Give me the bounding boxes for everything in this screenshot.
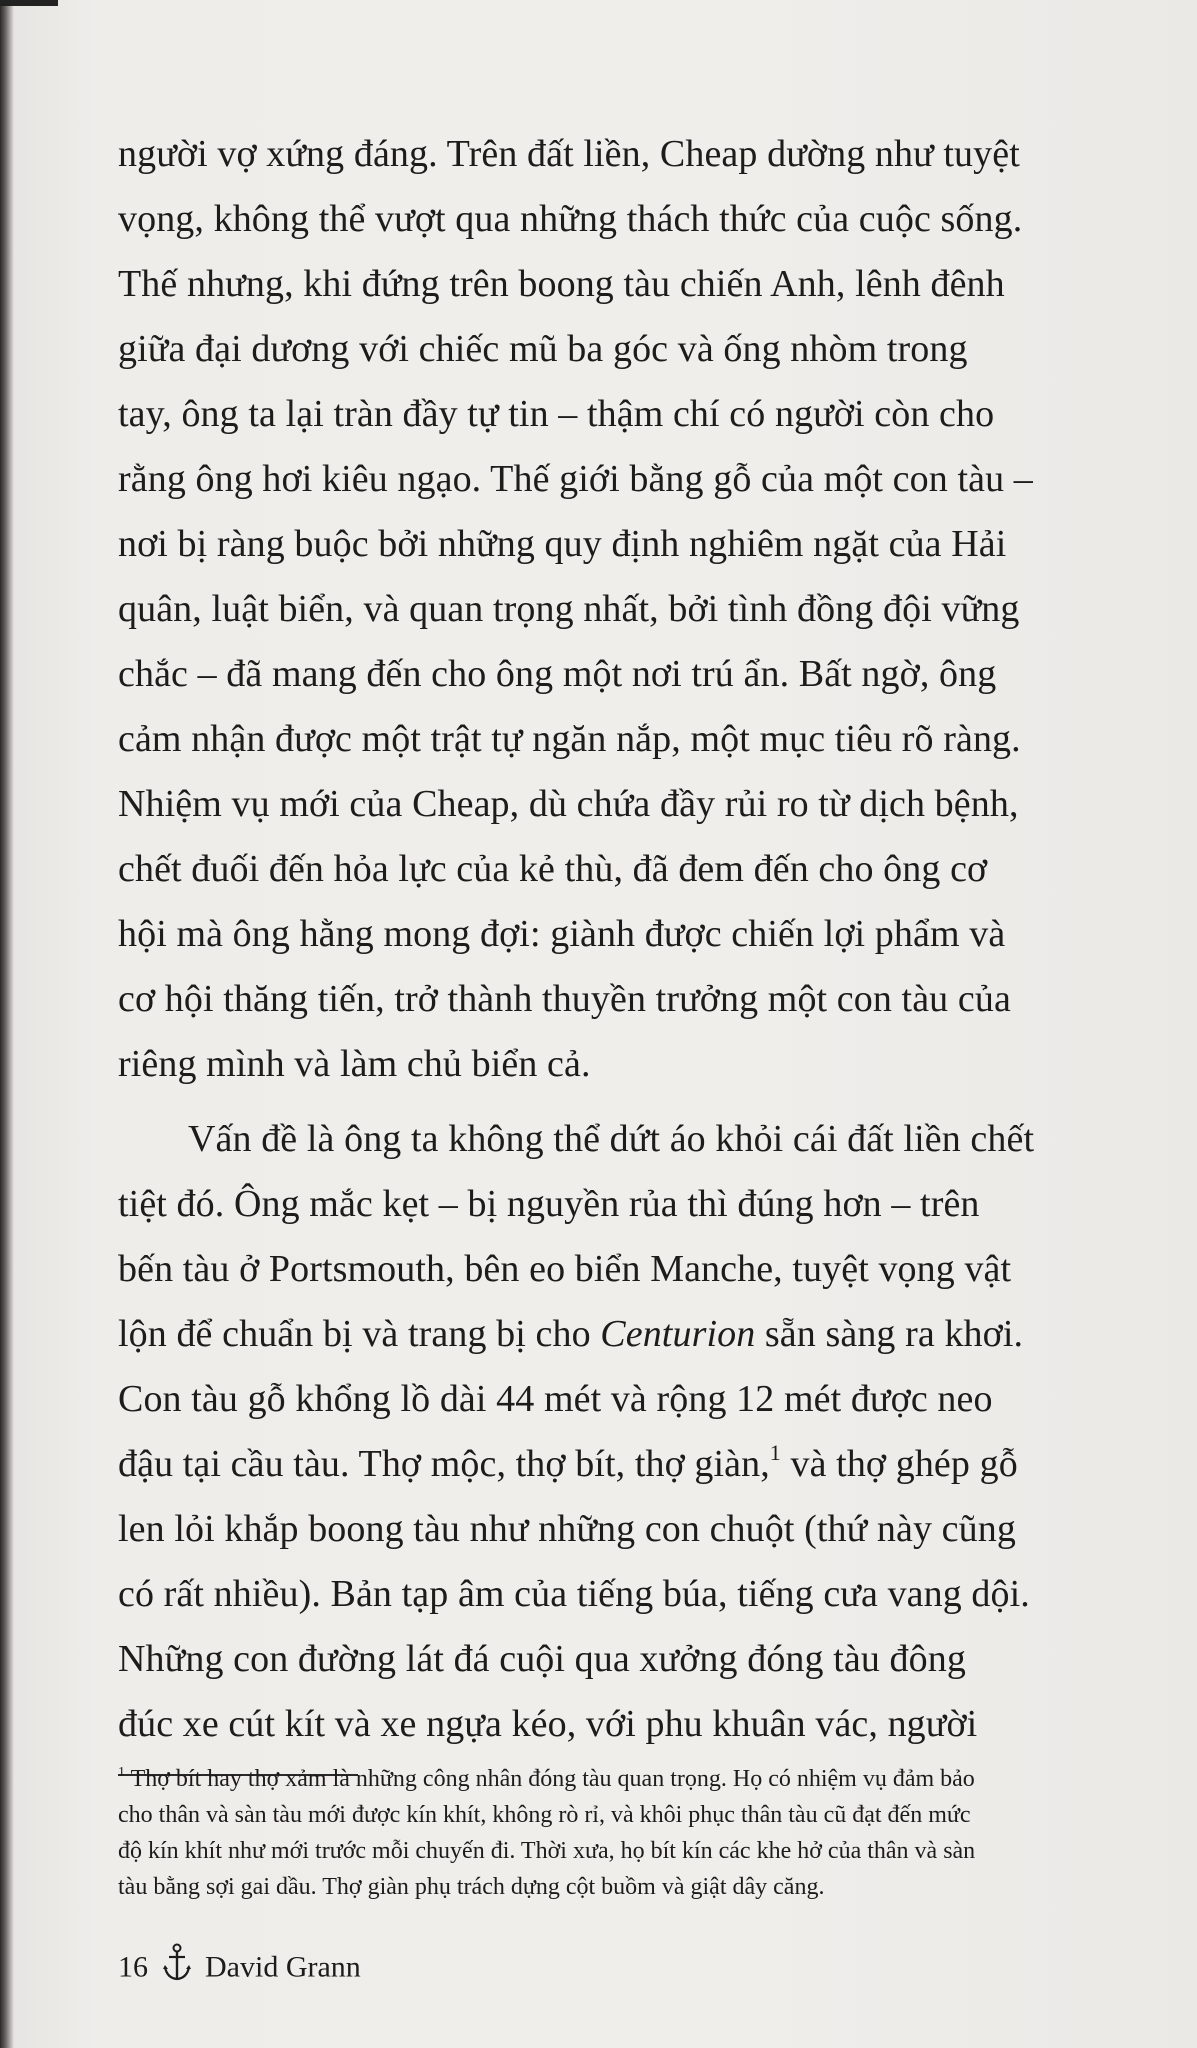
body-line: rằng ông hơi kiêu ngạo. Thế giới bằng gỗ của một con tàu – (118, 458, 1033, 500)
body-line: vọng, không thể vượt qua những thách thức của cuộc sống. (118, 198, 1023, 240)
body-line: quân, luật biển, và quan trọng nhất, bởi tình đồng đội vững (118, 588, 1020, 630)
body-line: tay, ông ta lại tràn đầy tự tin – thậm chí có người còn cho (118, 393, 995, 435)
body-line: chết đuối đến hỏa lực của kẻ thù, đã đem đến cho ông cơ (118, 848, 988, 890)
body-line: Thế nhưng, khi đứng trên boong tàu chiến Anh, lênh đênh (118, 263, 1005, 305)
body-line: riêng mình và làm chủ biển cả. (118, 1043, 591, 1085)
text-run: và thợ ghép gỗ (780, 1443, 1018, 1485)
footnote-line: tàu bằng sợi gai dầu. Thợ giàn phụ trách dựng cột buồm và giật dây căng. (118, 1874, 825, 1900)
page-binding-shadow (0, 0, 14, 2048)
body-line: Con tàu gỗ khổng lồ dài 44 mét và rộng 12 mét được neo (118, 1378, 993, 1420)
text-run: đậu tại cầu tàu. Thợ mộc, thợ bít, thợ giàn, (118, 1443, 770, 1485)
anchor-icon (162, 1943, 192, 1996)
page-number: 16 (118, 1950, 148, 1984)
body-line-with-footnote-ref (118, 1434, 1018, 1494)
text-run: lộn để chuẩn bị và trang bị cho (118, 1313, 601, 1355)
body-line: giữa đại dương với chiếc mũ ba góc và ống nhòm trong (118, 328, 968, 370)
paragraph-start-line: Vấn đề là ông ta không thể dứt áo khỏi cái đất liền chết (188, 1118, 1035, 1160)
ship-name-italic: Centurion (600, 1313, 756, 1355)
body-line: có rất nhiều). Bản tạp âm của tiếng búa, tiếng cưa vang dội. (118, 1573, 1030, 1615)
body-line: cảm nhận được một trật tự ngăn nắp, một mục tiêu rõ ràng. (118, 718, 1021, 760)
footnote-line: độ kín khít như mới trước mỗi chuyến đi. Thời xưa, họ bít kín các khe hở của thân và sàn (118, 1838, 976, 1864)
body-line: chắc – đã mang đến cho ông một nơi trú ẩn. Bất ngờ, ông (118, 653, 997, 695)
footnote-line: cho thân và sàn tàu mới được kín khít, không rò rỉ, và khôi phục thân tàu cũ đạt đến mức (118, 1802, 971, 1828)
footnote-text: Thợ bít hay thợ xảm là những công nhân đóng tàu quan trọng. Họ có nhiệm vụ đảm bảo (130, 1766, 975, 1792)
body-line: hội mà ông hằng mong đợi: giành được chiến lợi phẩm và (118, 913, 1006, 955)
page-footer (118, 1943, 361, 1987)
body-line-with-italic (118, 1304, 1023, 1364)
page-edge-mark (0, 0, 58, 6)
body-line: Nhiệm vụ mới của Cheap, dù chứa đầy rủi ro từ dịch bệnh, (118, 783, 1019, 825)
body-line: tiệt đó. Ông mắc kẹt – bị nguyền rủa thì đúng hơn – trên (118, 1183, 980, 1225)
body-line: Những con đường lát đá cuội qua xưởng đóng tàu đông (118, 1638, 966, 1680)
footnote-reference: 1 (769, 1440, 781, 1465)
body-line: cơ hội thăng tiến, trở thành thuyền trưởng một con tàu của (118, 978, 1011, 1020)
author-name: David Grann (205, 1950, 361, 1984)
body-line: người vợ xứng đáng. Trên đất liền, Cheap dường như tuyệt (118, 133, 1020, 175)
body-line: bến tàu ở Portsmouth, bên eo biển Manche, tuyệt vọng vật (118, 1248, 1012, 1290)
body-line: len lỏi khắp boong tàu như những con chuột (thứ này cũng (118, 1508, 1016, 1550)
footnote-marker: 1 (118, 1765, 125, 1780)
text-run: sẵn sàng ra khơi. (755, 1313, 1024, 1355)
footnote-line (118, 1762, 975, 1796)
body-line: nơi bị ràng buộc bởi những quy định nghiêm ngặt của Hải (118, 523, 1007, 565)
body-line: đúc xe cút kít và xe ngựa kéo, với phu khuân vác, người (118, 1703, 978, 1745)
